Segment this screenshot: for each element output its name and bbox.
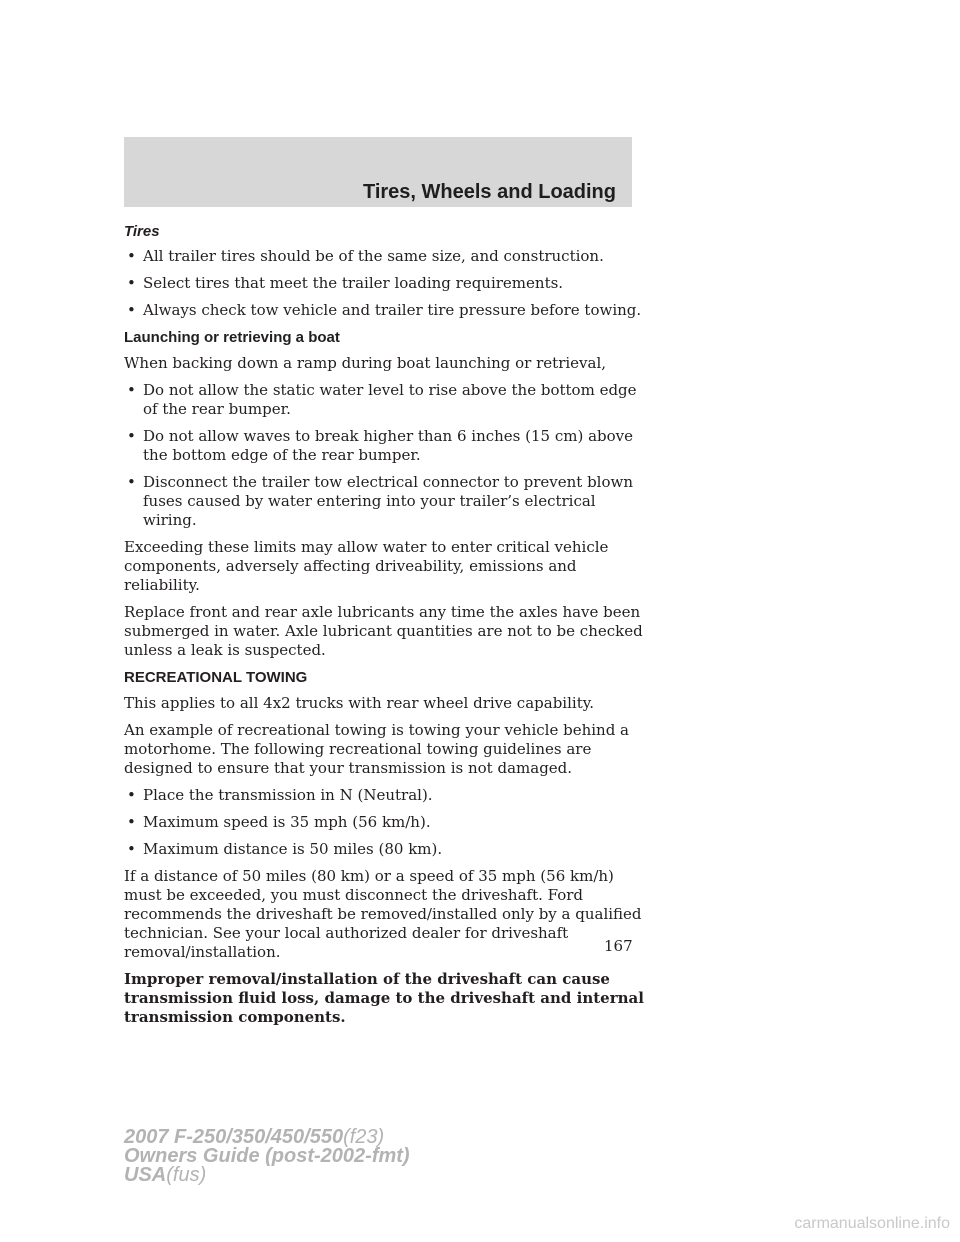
- footer-line-region: USA(fus): [124, 1164, 207, 1186]
- tires-heading: Tires: [124, 223, 160, 240]
- recreational-towing-heading: RECREATIONAL TOWING: [124, 669, 308, 686]
- boat-paragraph-lubricants: Replace front and rear axle lubricants any time the axles have been submerged in water. Axle lubricant quantities are not to be checked unless a leak is suspected.: [124, 603, 643, 659]
- watermark: carmanualsonline.info: [794, 1215, 950, 1232]
- list-item: • Do not allow the static water level to rise above the bottom edge of the rear bumper.: [127, 381, 637, 418]
- driveshaft-warning: Improper removal/installation of the driveshaft can cause transmission fluid loss, damage to the driveshaft and internal transmission components.: [124, 970, 644, 1026]
- list-item: • Disconnect the trailer tow electrical connector to prevent blown fuses caused by water entering into your trailer’s electrical wiring.: [127, 473, 633, 529]
- bullet-icon: •: [127, 247, 136, 265]
- bullet-icon: •: [127, 381, 136, 399]
- list-item: • Maximum speed is 35 mph (56 km/h).: [127, 813, 431, 831]
- recreational-list: [124, 786, 644, 859]
- list-item: • Place the transmission in N (Neutral).: [127, 786, 433, 804]
- bullet-icon: •: [127, 427, 136, 445]
- footer-line-guide: Owners Guide (post-2002-fmt): [124, 1145, 410, 1167]
- boat-list: [124, 381, 644, 530]
- recreational-paragraph-applies: This applies to all 4x2 trucks with rear wheel drive capability.: [124, 694, 594, 712]
- document-footer: [124, 1128, 410, 1185]
- recreational-paragraph-example: An example of recreational towing is towing your vehicle behind a motorhome. The following recreational towing guidelines are designed to ensure that your transmission is not damaged.: [124, 721, 630, 777]
- list-item: • Always check tow vehicle and trailer tire pressure before towing.: [127, 301, 642, 319]
- boat-paragraph-limits: Exceeding these limits may allow water to enter critical vehicle components, adversely affecting driveability, emissions and reliability.: [124, 538, 609, 594]
- boat-intro: When backing down a ramp during boat launching or retrieval,: [124, 354, 607, 372]
- tires-list: [124, 247, 644, 320]
- bullet-icon: •: [127, 473, 136, 491]
- list-item: • Select tires that meet the trailer loading requirements.: [127, 274, 564, 292]
- bullet-icon: •: [127, 786, 136, 804]
- bullet-icon: •: [127, 274, 136, 292]
- footer-line-model: 2007 F-250/350/450/550(f23): [124, 1126, 385, 1148]
- bullet-icon: •: [127, 840, 136, 858]
- list-item: • All trailer tires should be of the same size, and construction.: [127, 247, 604, 265]
- section-header-band: [124, 137, 632, 207]
- recreational-paragraph-driveshaft: If a distance of 50 miles (80 km) or a speed of 35 mph (56 km/h) must be exceeded, you must disconnect the driveshaft. Ford recommends the driveshaft be removed/installed only by a qualified technician. See your local authorized dealer for driveshaft removal/installation.: [124, 867, 642, 961]
- list-item: • Maximum distance is 50 miles (80 km).: [127, 840, 443, 858]
- section-title: Tires, Wheels and Loading: [362, 181, 616, 203]
- bullet-icon: •: [127, 301, 136, 319]
- page-content: [124, 222, 644, 1035]
- boat-heading: Launching or retrieving a boat: [124, 329, 340, 346]
- page-number: 167: [604, 937, 633, 955]
- bullet-icon: •: [127, 813, 136, 831]
- list-item: • Do not allow waves to break higher than 6 inches (15 cm) above the bottom edge of the rear bumper.: [127, 427, 634, 464]
